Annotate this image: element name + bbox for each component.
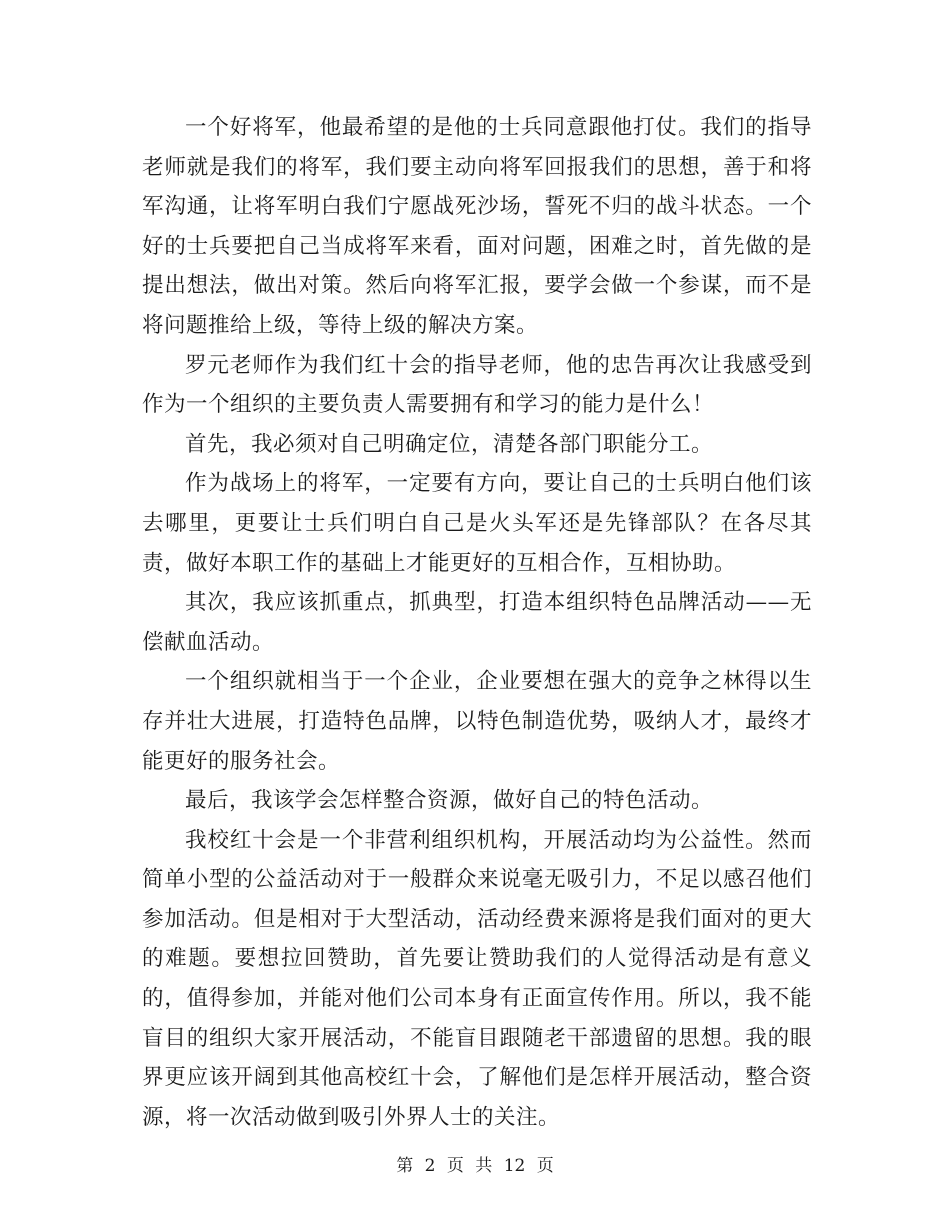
paragraph: 其次，我应该抓重点，抓典型，打造本组织特色品牌活动——无偿献血活动。 — [142, 590, 812, 655]
document-body — [142, 108, 812, 1137]
paragraph: 罗元老师作为我们红十会的指导老师，他的忠告再次让我感受到作为一个组织的主要负责人需要拥有和学习的能力是什么！ — [142, 352, 812, 418]
paragraph: 作为战场上的将军，一定要有方向，要让自己的士兵明白他们该去哪里，更要让士兵们明白自己是火头军还是先锋部队？在各尽其责，做好本职工作的基础上才能更好的互相合作，互相协助。 — [142, 471, 812, 576]
page-number-footer: 第 2 页 共 12 页 — [396, 1156, 554, 1176]
paragraph: 首先，我必须对自己明确定位，清楚各部门职能分工。 — [185, 431, 714, 457]
paragraph: 一个组织就相当于一个企业，企业要想在强大的竞争之林得以生存并壮大进展，打造特色品牌，以特色制造优势，吸纳人才，最终才能更好的服务社会。 — [142, 669, 812, 774]
paragraph: 一个好将军，他最希望的是他的士兵同意跟他打仗。我们的指导老师就是我们的将军，我们要主动向将军回报我们的思想，善于和将军沟通，让将军明白我们宁愿战死沙场，誓死不归的战斗状态。一个好的士兵要把自己当成将军来看，面对问题，困难之时，首先做的是提出想法，做出对策。然后向将军汇报，要学会做一个参谋，而不是将问题推给上级，等待上级的解决方案。 — [142, 115, 812, 338]
paragraph: 最后，我该学会怎样整合资源，做好自己的特色活动。 — [185, 788, 714, 814]
paragraph: 我校红十会是一个非营利组织机构，开展活动均为公益性。然而简单小型的公益活动对于一般群众来说毫无吸引力，不足以感召他们参加活动。但是相对于大型活动，活动经费来源将是我们面对的更大的难题。要想拉回赞助，首先要让赞助我们的人觉得活动是有意义的，值得参加，并能对他们公司本身有正面宣传作用。所以，我不能盲目的组织大家开展活动，不能盲目跟随老干部遗留的思想。我的眼界更应该开阔到其他高校红十会，了解他们是怎样开展活动，整合资源，将一次活动做到吸引外界人士的关注。 — [142, 827, 812, 1130]
